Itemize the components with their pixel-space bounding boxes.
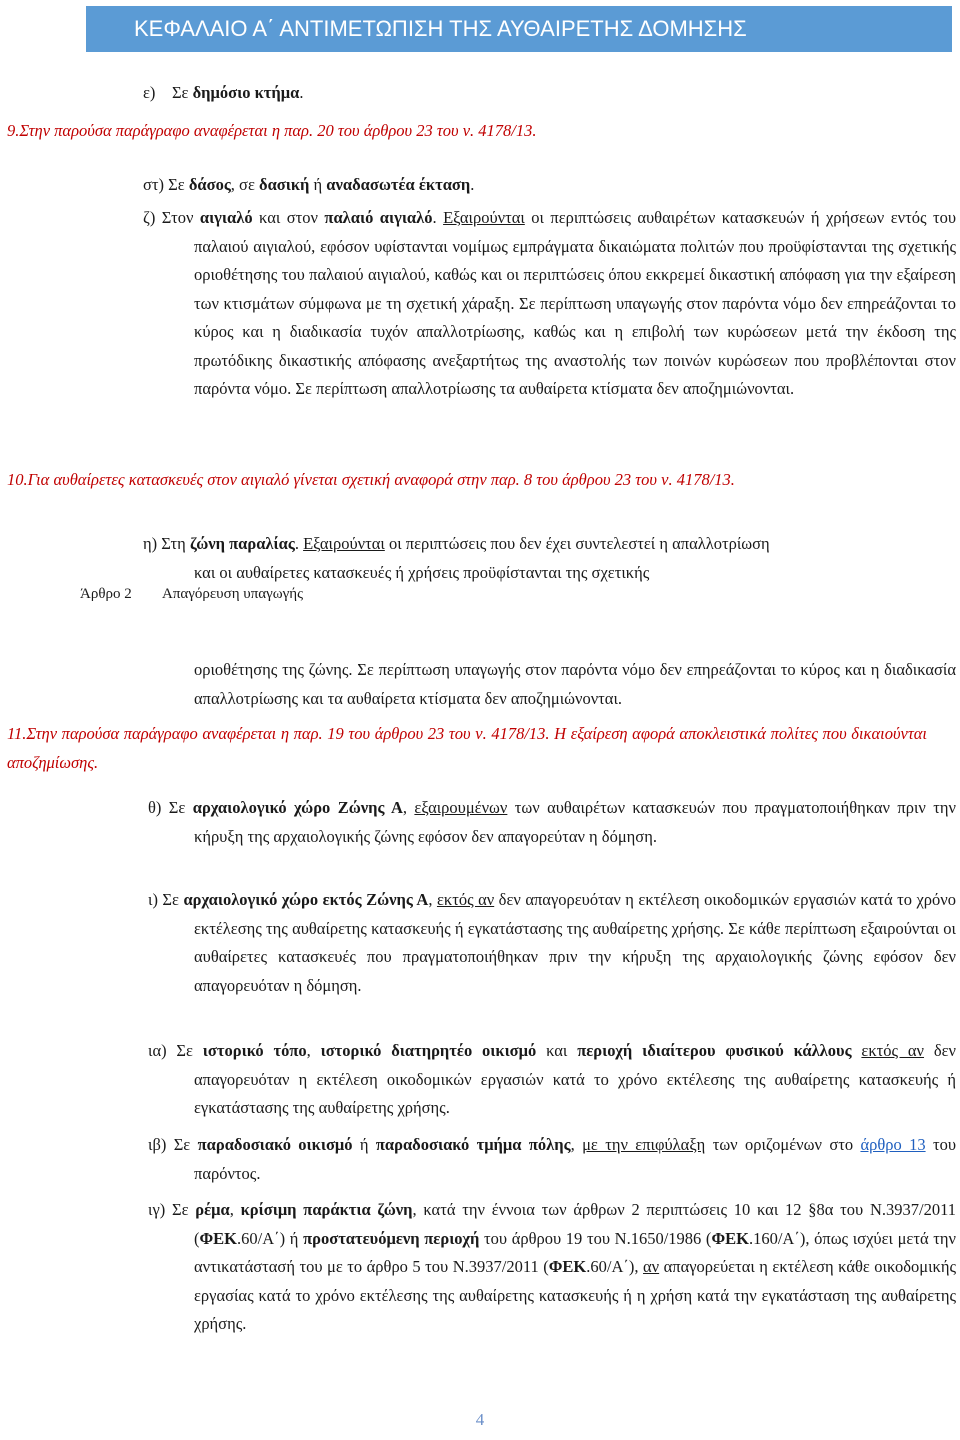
item-i: η) Στη ζώνη παραλίας. Εξαιρούνται οι περιπτώσεις που δεν έχει συντελεστεί η απαλλοτρίωση [143,534,770,553]
footnote-10: 10.Για αυθαίρετες κατασκευές στον αιγιαλό γίνεται σχετική αναφορά στην παρ. 8 του άρθρου 23 του ν. 4178/13. [7,470,735,489]
article-title: Απαγόρευση υπαγωγής [162,586,304,602]
chapter-header: ΚΕΦΑΛΑΙΟ Α΄ ΑΝΤΙΜΕΤΩΠΙΣΗ ΤΗΣ ΑΥΘΑΙΡΕΤΗΣ ΔΟΜΗΣΗΣ [86,6,952,52]
item-z: ζ) Στον αιγιαλό και στον παλαιό αιγιαλό. Εξαιρούνται οι περιπτώσεις αυθαιρέτων κατασκευών ή χρήσεων εντός του παλαιού αιγιαλού, εφόσον υφίστανται νομίμως εμπράγματα δικαιώματα πολιτών που προϋφίστανται της σχετικής οριοθέτησης του παλαιού αιγιαλού, καθώς και οι περιπτώσεις όπου εκκρεμεί δικαστική απόφαση για την εξαίρεση των κτισμάτων σύμφωνα με τη σχετική χάραξη. Σε περίπτωση υπαγωγής στον παρόντα νόμο δεν επηρεάζονται το κύρος και η διαδικασία τυχόν απαλλοτρίωσης, καθώς και η επιβολή των κυρώσεων μετά την έκδοση της πρωτόδικης δικαστικής απόφασης ανεξαρτήτως της αναστολής των ποινών κυρώσεων που προβλέπονται στον παρόντα νόμο. Σε περίπτωση απαλλοτρίωσης τα αυθαίρετα κτίσματα δεν αποζημιώνονται. [143,208,956,398]
page-number: 4 [475,1410,485,1429]
item-i-line2: και οι αυθαίρετες κατασκευές ή χρήσεις προϋφίστανται της σχετικής [194,563,650,582]
item-th: θ) Σε αρχαιολογικό χώρο Ζώνης Α, εξαιρουμένων των αυθαιρέτων κατασκευών που πραγματοποιήθηκαν πριν την κήρυξη της αρχαιολογικής ζώνης εφόσον δεν απαγορεύταν η δόμηση. [148,798,956,846]
article-number: Άρθρο 2 [80,586,132,602]
item-i-continuation: οριοθέτησης της ζώνης. Σε περίπτωση υπαγωγής στον παρόντα νόμο δεν επηρεάζονται το κύρος και η διαδικασία απαλλοτρίωσης και τα αυθαίρετα κτίσματα δεν αποζημιώνονται. [194,660,956,708]
item-ib: ιβ) Σε παραδοσιακό οικισμό ή παραδοσιακό τμήμα πόλης, με την επιφύλαξη των οριζομένων στο άρθρο 13 του παρόντος. [148,1135,957,1183]
footnote-9: 9.Στην παρούσα παράγραφο αναφέρεται η παρ. 20 του άρθρου 23 του ν. 4178/13. [7,121,537,140]
item-iota: ι) Σε αρχαιολογικό χώρο εκτός Ζώνης Α, εκτός αν δεν απαγορευόταν η εκτέλεση οικοδομικών εργασιών κατά το χρόνο εκτέλεσης της αυθαίρετης κατασκευής ή εγκατάστασης της αυθαίρετης χρήσης. Σε κάθε περίπτωση εξαιρούνται οι αυθαίρετες κατασκευές που πραγματοποιήθηκαν πριν την κήρυξη της αρχαιολογικής ζώνης εφόσον δεν απαγορευόταν η δόμηση. [148,890,956,995]
item-ig: ιγ) Σε ρέμα, κρίσιμη παράκτια ζώνη, κατά την έννοια των άρθρων 2 περιπτώσεις 10 και 12 §8α του Ν.3937/2011 (ΦΕΚ.60/Α΄) ή προστατευόμενη περιοχή του άρθρου 19 του Ν.1650/1986 (ΦΕΚ.160/Α΄), όπως ισχύει μετά την αντικατάστασή του με το άρθρο 5 του Ν.3937/2011 (ΦΕΚ.60/Α΄), αν απαγορεύεται η εκτέλεση κάθε οικοδομικής εργασίας κατά το χρόνο εκτέλεσης της αυθαίρετης κατασκευής ή η χρήση κατά την εγκατάσταση της αυθαίρετης χρήσης. [148,1200,957,1333]
item-e: ε) Σε δημόσιο κτήμα. [143,83,304,102]
item-st: στ) Σε δάσος, σε δασική ή αναδασωτέα έκταση. [143,175,475,194]
article-13-link[interactable]: άρθρο 13 [860,1135,926,1154]
footnote-11: 11.Στην παρούσα παράγραφο αναφέρεται η παρ. 19 του άρθρου 23 του ν. 4178/13. Η εξαίρεση αφορά αποκλειστικά πολίτες που δικαιούνται αποζημίωσης. [7,724,927,772]
item-ia: ια) Σε ιστορικό τόπο, ιστορικό διατηρητέο οικισμό και περιοχή ιδιαίτερου φυσικού κάλλους εκτός αν δεν απαγορευόταν η εκτέλεση οικοδομικών εργασιών κατά το χρόνο εκτέλεσης της αυθαίρετης κατασκευής ή εγκατάστασης της αυθαίρετης χρήσης. [148,1041,957,1117]
